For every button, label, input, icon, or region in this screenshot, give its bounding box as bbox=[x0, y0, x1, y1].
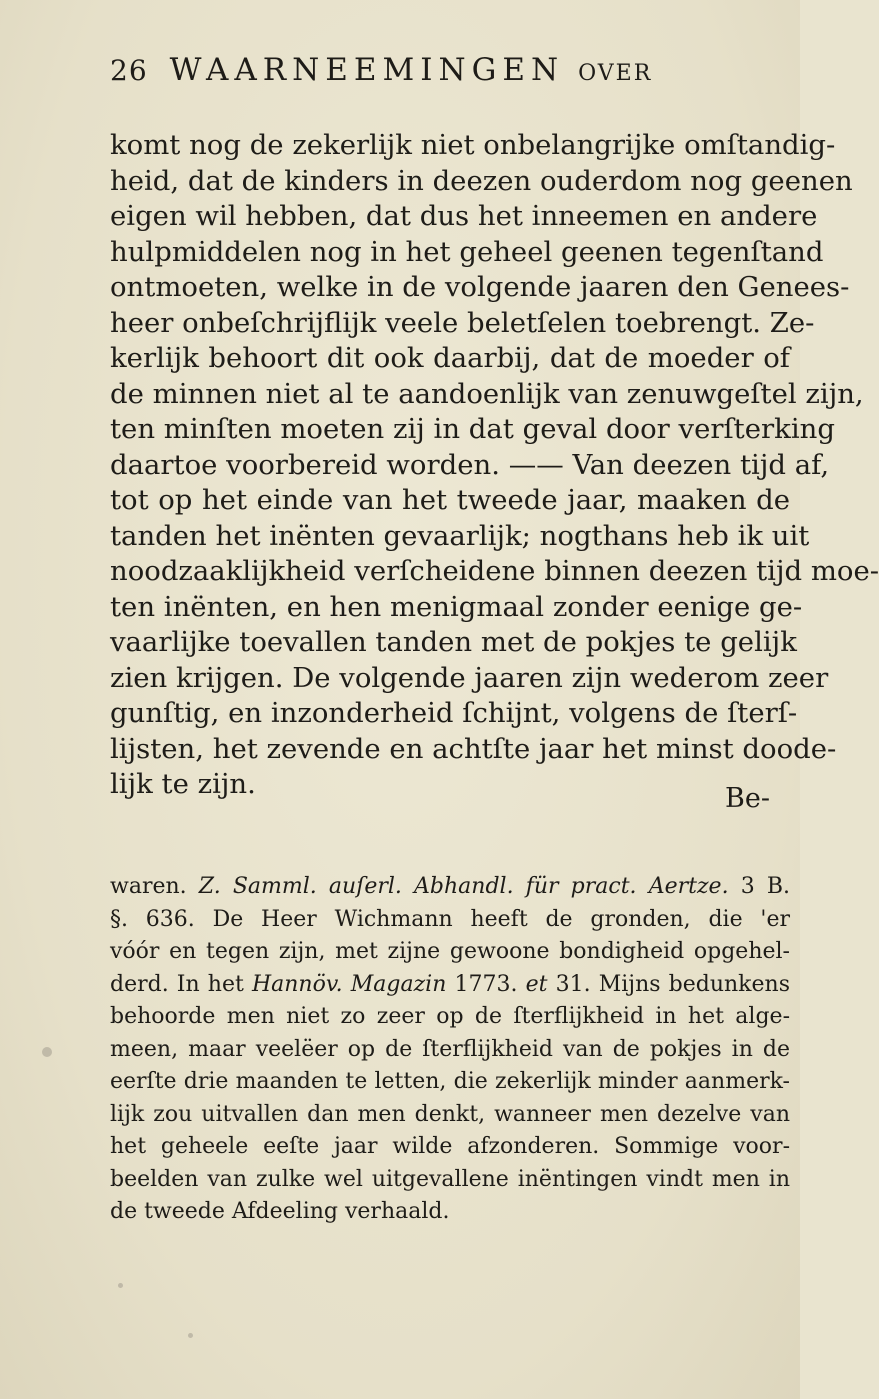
footnote-line: meen, maar veelëer op de ſterflijkheid van de pokjes in de bbox=[110, 1036, 790, 1062]
text-line: ten minſten moeten zij in dat geval door verſterking bbox=[110, 413, 835, 445]
footnote-line: vóór en tegen zijn, met zijne gewoone bondigheid opgehel- bbox=[110, 939, 790, 964]
text-line: daartoe voorbereid worden. —— Van deezen tijd af, bbox=[110, 448, 830, 481]
text-line: zien krijgen. De volgende jaaren zijn wederom zeer bbox=[110, 661, 829, 694]
footnote-line: behoorde men niet zo zeer op de ſterflijkheid in het alge- bbox=[110, 1004, 790, 1029]
running-header bbox=[110, 52, 770, 88]
footnote-line: beelden van zulke wel uitgevallene inëntingen vindt men in bbox=[110, 1166, 790, 1192]
text-line: eigen wil hebben, dat dus het inneemen en andere bbox=[110, 200, 818, 232]
footnote-line: §. 636. De Heer Wichmann heeft de gronden, die 'er bbox=[110, 906, 790, 932]
footnote-line: de tweede Afdeeling verhaald. bbox=[110, 1199, 450, 1224]
ink-spot bbox=[118, 1283, 123, 1288]
text-line: noodzaaklijkheid verſcheidene binnen deezen tijd moe- bbox=[110, 555, 879, 587]
main-text bbox=[110, 128, 879, 803]
footnote-line: lijk zou uitvallen dan men denkt, wanneer men dezelve van bbox=[110, 1101, 790, 1127]
text-line: ontmoeten, welke in de volgende jaaren den Genees- bbox=[110, 271, 850, 303]
footnote-line: eerſte drie maanden te letten, die zekerlijk minder aanmerk- bbox=[110, 1069, 790, 1094]
text-line: komt nog de zekerlijk niet onbelangrijke omſtandig- bbox=[110, 129, 836, 161]
text-line: heer onbeſchrijflijk veele beletſelen toebrengt. Ze- bbox=[110, 306, 815, 339]
footnote-line: waren. Z. Samml. auſerl. Abhandl. für pract. Aertze. 3 B. bbox=[110, 874, 790, 899]
citation-title: Z. Samml. auſerl. Abhandl. für pract. Aertze. bbox=[198, 874, 729, 899]
catchword: Be- bbox=[725, 783, 770, 814]
text-line: kerlijk behoort dit ook daarbij, dat de moeder of bbox=[110, 342, 790, 374]
running-title-suffix: OVER bbox=[578, 61, 653, 86]
page-number: 26 bbox=[110, 54, 148, 87]
text-line: ten inënten, en hen menigmaal zonder eenige ge- bbox=[110, 590, 803, 623]
ink-spot bbox=[188, 1333, 193, 1338]
footnote bbox=[110, 871, 790, 1229]
citation-title: Hannöv. Magazin bbox=[251, 971, 447, 997]
text-line: de minnen niet al te aandoenlijk van zenuwgeſtel zijn, bbox=[110, 377, 864, 410]
ink-spot bbox=[42, 1047, 52, 1057]
footnote-line: het geheele eeſte jaar wilde afzonderen. Sommige voor- bbox=[110, 1134, 790, 1159]
text-line: lijk te zijn. bbox=[110, 768, 256, 800]
running-title: WAARNEEMINGEN bbox=[169, 52, 565, 88]
text-line: heid, dat de kinders in deezen ouderdom nog geenen bbox=[110, 164, 853, 197]
text-line: tot op het einde van het tweede jaar, maaken de bbox=[110, 484, 790, 516]
text-line: hulpmiddelen nog in het geheel geenen tegenſtand bbox=[110, 235, 824, 268]
text-line: vaarlijke toevallen tanden met de pokjes te gelijk bbox=[110, 626, 797, 658]
footnote-line: derd. In het Hannöv. Magazin 1773. et 31. Mijns bedunkens bbox=[110, 971, 790, 997]
text-line: gunſtig, en inzonderheid ſchijnt, volgens de ſterſ- bbox=[110, 697, 798, 729]
text-line: tanden het inënten gevaarlijk; nogthans heb ik uit bbox=[110, 519, 810, 552]
text-line: lijsten, het zevende en achtſte jaar het minst doode- bbox=[110, 732, 837, 765]
